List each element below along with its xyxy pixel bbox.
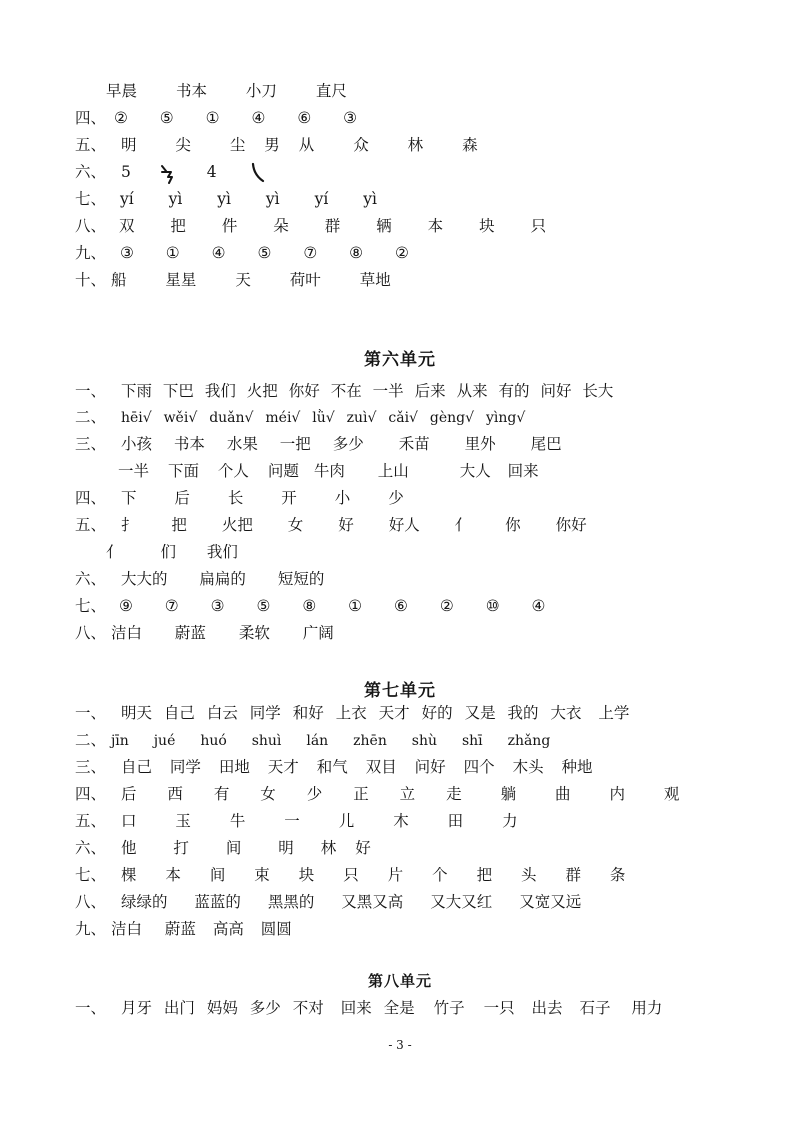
answer-item: 女 — [260, 785, 276, 803]
answer-item: 妈妈 — [206, 999, 238, 1017]
answer-item: 扁扁的 — [199, 570, 246, 588]
answer-item: ④ — [211, 244, 226, 262]
answer-line — [75, 700, 760, 727]
answer-item: 曲 — [555, 785, 571, 803]
answer-item: 回来 — [507, 462, 539, 480]
question-number: 七、 — [75, 190, 107, 208]
answer-item: 绿绿的 — [120, 893, 168, 911]
answer-item: 少 — [306, 785, 323, 803]
answer-line — [75, 889, 760, 916]
answer-item: 5 — [120, 163, 131, 181]
answer-item: yìng√ — [486, 410, 526, 426]
answer-item: wěi√ — [163, 410, 198, 426]
answer-item: 早晨 — [106, 82, 138, 100]
answer-item: 亻 — [106, 543, 122, 561]
answer-item: 牛肉 — [313, 462, 345, 480]
answer-line — [75, 995, 760, 1022]
answer-line — [75, 862, 760, 889]
answer-item: 上山 — [377, 462, 409, 480]
answer-item: 一只 — [483, 999, 515, 1017]
answer-item: 圆圆 — [260, 920, 292, 938]
question-number: 六、 — [75, 839, 107, 857]
answer-item: 从来 — [456, 382, 488, 400]
answer-item: 小孩 — [120, 435, 152, 453]
question-number: 一、 — [75, 999, 107, 1017]
answer-item: 块 — [479, 217, 495, 235]
answer-item: 石子 — [579, 999, 611, 1017]
question-number: 二、 — [75, 408, 107, 426]
answer-item: 天才 — [267, 758, 299, 776]
answer-item: 林 — [407, 136, 424, 154]
answer-item: 4 — [206, 163, 217, 181]
answer-item: 好的 — [421, 704, 453, 722]
answer-item: 竹子 — [433, 999, 465, 1017]
answer-item: 件 — [221, 217, 238, 235]
answer-item: 明天 — [120, 704, 152, 722]
answer-item: 群 — [324, 217, 341, 235]
answer-item: 一半 — [372, 382, 404, 400]
unit-heading: 第六单元 — [364, 350, 436, 370]
question-number: 六、 — [75, 570, 107, 588]
answer-item: jīn — [110, 733, 129, 749]
answer-item: 棵 — [120, 866, 137, 884]
answer-item: 少 — [388, 489, 404, 507]
question-number: 十、 — [75, 271, 107, 289]
answer-item: 开 — [281, 489, 297, 507]
answer-item: 众 — [353, 136, 369, 154]
question-number: 五、 — [75, 812, 107, 830]
stroke-glyph-hengzhezhegou-icon — [158, 162, 176, 184]
question-number: 四、 — [75, 489, 107, 507]
answer-item: ② — [113, 109, 128, 127]
answer-item: ⑤ — [159, 109, 174, 127]
answer-item: 条 — [609, 866, 626, 884]
answer-item: 群 — [565, 866, 581, 884]
answer-item: 不对 — [292, 999, 324, 1017]
answer-item: 个人 — [217, 462, 249, 480]
answer-item: 好 — [338, 516, 354, 534]
answer-item: 自己 — [120, 758, 152, 776]
answer-item: zhēn — [353, 733, 387, 749]
answer-item: 亻 — [454, 516, 471, 534]
answer-item: ① — [205, 109, 220, 127]
answer-item: 观 — [663, 785, 680, 803]
answer-item: 只 — [530, 217, 547, 235]
answer-item: ③ — [343, 109, 358, 127]
answer-item: shuì — [251, 733, 282, 749]
answer-item: 头 — [521, 866, 537, 884]
answer-item: 黑黑的 — [267, 893, 315, 911]
answer-item: 玉 — [175, 812, 191, 830]
answer-line — [118, 458, 760, 485]
question-number: 四、 — [75, 109, 107, 127]
answer-item: 又是 — [464, 704, 496, 722]
answer-item: 明 — [120, 136, 137, 154]
answer-item: 你 — [505, 516, 521, 534]
answer-item: 牛 — [229, 812, 246, 830]
answer-item: 片 — [387, 866, 404, 884]
answer-item: 长大 — [582, 382, 614, 400]
stroke-glyph-wangou-icon — [248, 162, 266, 184]
answer-item: 打 — [173, 839, 189, 857]
answer-item: 扌 — [120, 516, 137, 534]
answer-item: 后 — [174, 489, 190, 507]
answer-item: 后 — [120, 785, 137, 803]
unit-heading: 第八单元 — [367, 972, 432, 990]
answer-item: 有的 — [498, 382, 530, 400]
answer-item: 你好 — [288, 382, 320, 400]
answer-item: 书本 — [175, 82, 207, 100]
answer-item: 双 — [118, 217, 135, 235]
answer-line — [106, 539, 760, 566]
answer-item: 星星 — [165, 271, 197, 289]
answer-item: ④ — [531, 597, 546, 615]
answer-item: 田 — [447, 812, 464, 830]
answer-line — [75, 566, 760, 593]
answer-item: 小 — [334, 489, 351, 507]
answer-item: lán — [306, 733, 329, 749]
answer-line — [75, 727, 760, 754]
answer-item: 月牙 — [120, 999, 152, 1017]
answer-item: zhǎng — [507, 733, 551, 749]
answer-item: gèng√ — [429, 410, 475, 426]
answer-item: ② — [395, 244, 409, 262]
question-number: 五、 — [75, 516, 107, 534]
answer-item: 下雨 — [120, 382, 152, 400]
answer-item: 田地 — [218, 758, 250, 776]
answer-item: 洁白 — [110, 920, 142, 938]
answer-item: 尘 — [229, 136, 246, 154]
answer-item: 有 — [213, 785, 230, 803]
answer-item: 白云 — [206, 704, 238, 722]
question-number: 七、 — [75, 597, 107, 615]
answer-item: 本 — [165, 866, 181, 884]
answer-item: 双目 — [365, 758, 397, 776]
answer-line — [75, 754, 760, 781]
answer-item: 又大又红 — [430, 893, 493, 911]
answer-line — [75, 781, 760, 808]
answer-item: 尖 — [175, 136, 191, 154]
answer-item: 间 — [209, 866, 226, 884]
answer-item: 高高 — [212, 920, 244, 938]
answer-item: 块 — [298, 866, 315, 884]
answer-item: 个 — [432, 866, 448, 884]
answer-item: 蔚蓝 — [174, 624, 206, 642]
answer-item: shù — [411, 733, 437, 749]
answer-item: 长 — [227, 489, 244, 507]
answer-line — [75, 186, 760, 213]
answer-item: huó — [200, 733, 227, 749]
answer-line — [75, 485, 760, 512]
answer-item: 内 — [609, 785, 625, 803]
answer-item: ④ — [251, 109, 266, 127]
answer-item: 力 — [502, 812, 518, 830]
answer-item: 下面 — [167, 462, 199, 480]
answer-line — [106, 78, 760, 105]
answer-line — [75, 240, 760, 267]
question-number: 九、 — [75, 244, 107, 262]
answer-item: 女 — [287, 516, 304, 534]
answer-line — [75, 404, 760, 431]
answer-item: 回来 — [340, 999, 372, 1017]
answer-item: yì — [363, 190, 377, 208]
answer-item: 林 — [320, 839, 337, 857]
question-number: 一、 — [75, 704, 107, 722]
answer-line — [75, 267, 760, 294]
answer-line — [75, 593, 760, 620]
answer-item: ③ — [210, 597, 225, 615]
answer-item: 蔚蓝 — [164, 920, 196, 938]
answer-item: 好 — [355, 839, 371, 857]
answer-item: 直尺 — [315, 82, 347, 100]
answer-item: hēi√ — [120, 410, 152, 426]
answer-item: 躺 — [500, 785, 517, 803]
answer-item: 把 — [476, 866, 493, 884]
answer-item: ⑥ — [297, 109, 312, 127]
answer-item: 全是 — [383, 999, 415, 1017]
answer-item: 辆 — [376, 217, 392, 235]
answer-item: zuì√ — [346, 410, 377, 426]
answer-item: lǜ√ — [312, 410, 335, 426]
answer-item: 走 — [446, 785, 462, 803]
answer-item: 男 — [264, 136, 280, 154]
answer-item: 把 — [170, 217, 186, 235]
answer-item: 同学 — [249, 704, 281, 722]
answer-item: 出去 — [531, 999, 563, 1017]
answer-item: 大大的 — [120, 570, 168, 588]
answer-item: ② — [439, 597, 454, 615]
answer-line — [75, 512, 760, 539]
answer-item: 我的 — [507, 704, 539, 722]
answer-item: yí — [314, 190, 329, 208]
question-number: 五、 — [75, 136, 107, 154]
page-number: - 3 - — [388, 1038, 412, 1052]
answer-line — [75, 378, 760, 405]
answer-item: 上学 — [598, 704, 630, 722]
answer-item: 束 — [254, 866, 270, 884]
answer-item: 和好 — [292, 704, 324, 722]
answer-item: 和气 — [316, 758, 348, 776]
answer-item: 草地 — [359, 271, 391, 289]
answer-item: 后来 — [414, 382, 446, 400]
answer-item: 正 — [353, 785, 369, 803]
question-number: 八、 — [75, 893, 107, 911]
answer-item: 好人 — [388, 516, 420, 534]
answer-item: 小刀 — [245, 82, 277, 100]
question-number: 八、 — [75, 624, 107, 642]
answer-item: yì — [265, 190, 280, 208]
question-number: 四、 — [75, 785, 107, 803]
answer-item: 我们 — [206, 543, 238, 561]
answer-item: 上衣 — [335, 704, 367, 722]
answer-item: 四个 — [463, 758, 495, 776]
answer-item: 问题 — [267, 462, 299, 480]
answer-item: jué — [153, 733, 176, 749]
answer-item: yí — [119, 190, 134, 208]
answer-item: 多少 — [249, 999, 281, 1017]
answer-item: 下巴 — [162, 382, 194, 400]
answer-item: ⑧ — [349, 244, 364, 262]
question-number: 六、 — [75, 163, 107, 181]
answer-item: cǎi√ — [388, 410, 418, 426]
answer-item: ⑦ — [303, 244, 318, 262]
answer-item: 里外 — [464, 435, 496, 453]
answer-item: 本 — [427, 217, 444, 235]
answer-item: 只 — [343, 866, 359, 884]
answer-item: 天才 — [378, 704, 410, 722]
answer-item: 广阔 — [302, 624, 334, 642]
answer-item: 朵 — [273, 217, 289, 235]
answer-item: 火把 — [221, 516, 253, 534]
question-number: 七、 — [75, 866, 107, 884]
answer-item: 森 — [462, 136, 478, 154]
answer-item: 木 — [393, 812, 409, 830]
answer-item: 间 — [225, 839, 242, 857]
question-number: 三、 — [75, 435, 107, 453]
answer-item: ⑦ — [164, 597, 179, 615]
answer-line — [75, 213, 760, 240]
answer-item: 一把 — [279, 435, 311, 453]
answer-item: 们 — [160, 543, 176, 561]
answer-item: 不在 — [330, 382, 362, 400]
answer-item: ⑧ — [302, 597, 317, 615]
answer-item: 尾巴 — [530, 435, 562, 453]
answer-line — [75, 620, 760, 647]
answer-item: 下 — [120, 489, 137, 507]
answer-item: 西 — [167, 785, 183, 803]
answer-item: 从 — [298, 136, 315, 154]
answer-item: 明 — [278, 839, 294, 857]
answer-item: 水果 — [226, 435, 258, 453]
question-number: 八、 — [75, 217, 107, 235]
answer-line — [75, 132, 760, 159]
answer-item: méi√ — [265, 410, 301, 426]
answer-item: 问好 — [414, 758, 446, 776]
answer-line — [75, 835, 760, 862]
question-number: 二、 — [75, 731, 107, 749]
answer-line — [75, 916, 760, 943]
answer-item: 种地 — [561, 758, 593, 776]
answer-line — [75, 105, 760, 132]
answer-item: 立 — [399, 785, 416, 803]
answer-item: 荷叶 — [289, 271, 321, 289]
answer-item: 多少 — [332, 435, 364, 453]
answer-item: 一 — [284, 812, 300, 830]
answer-item: 柔软 — [238, 624, 270, 642]
answer-item: ⑤ — [257, 244, 272, 262]
answer-item: 我们 — [204, 382, 236, 400]
answer-item: 禾苗 — [398, 435, 430, 453]
answer-item: yì — [217, 190, 231, 208]
answer-item: 大人 — [459, 462, 491, 480]
answer-item: 又黑又高 — [341, 893, 404, 911]
answer-item: 一半 — [118, 462, 150, 480]
answer-item: 书本 — [173, 435, 205, 453]
answer-item: ③ — [119, 244, 134, 262]
answer-item: 儿 — [338, 812, 355, 830]
answer-item: 把 — [171, 516, 187, 534]
answer-item: 问好 — [540, 382, 572, 400]
answer-item: ① — [165, 244, 180, 262]
answer-item: yì — [168, 190, 183, 208]
answer-item: 船 — [110, 271, 127, 289]
answer-item: ⑨ — [118, 597, 133, 615]
answer-item: 短短的 — [277, 570, 325, 588]
answer-item: duǎn√ — [209, 410, 254, 426]
answer-item: 你好 — [555, 516, 587, 534]
answer-line — [75, 159, 760, 186]
answer-item: 木头 — [512, 758, 544, 776]
answer-item: 用力 — [631, 999, 663, 1017]
unit-heading: 第七单元 — [364, 681, 436, 701]
answer-item: ⑤ — [256, 597, 271, 615]
answer-item: 洁白 — [110, 624, 142, 642]
answer-item: ① — [348, 597, 363, 615]
answer-item: 口 — [120, 812, 137, 830]
answer-item: shī — [461, 733, 483, 749]
question-number: 三、 — [75, 758, 107, 776]
answer-item: 大衣 — [550, 704, 582, 722]
answer-item: 火把 — [246, 382, 278, 400]
answer-item: 天 — [235, 271, 251, 289]
answer-item: 自己 — [163, 704, 195, 722]
answer-item: 他 — [120, 839, 137, 857]
answer-line — [75, 808, 760, 835]
answer-item: 蓝蓝的 — [194, 893, 241, 911]
answer-item: 出门 — [163, 999, 195, 1017]
answer-item: 又宽又远 — [519, 893, 582, 911]
question-number: 一、 — [75, 382, 107, 400]
answer-item: ⑩ — [485, 597, 500, 615]
answer-item: ⑥ — [394, 597, 408, 615]
answer-line — [75, 431, 760, 458]
question-number: 九、 — [75, 920, 107, 938]
answer-item: 同学 — [169, 758, 201, 776]
